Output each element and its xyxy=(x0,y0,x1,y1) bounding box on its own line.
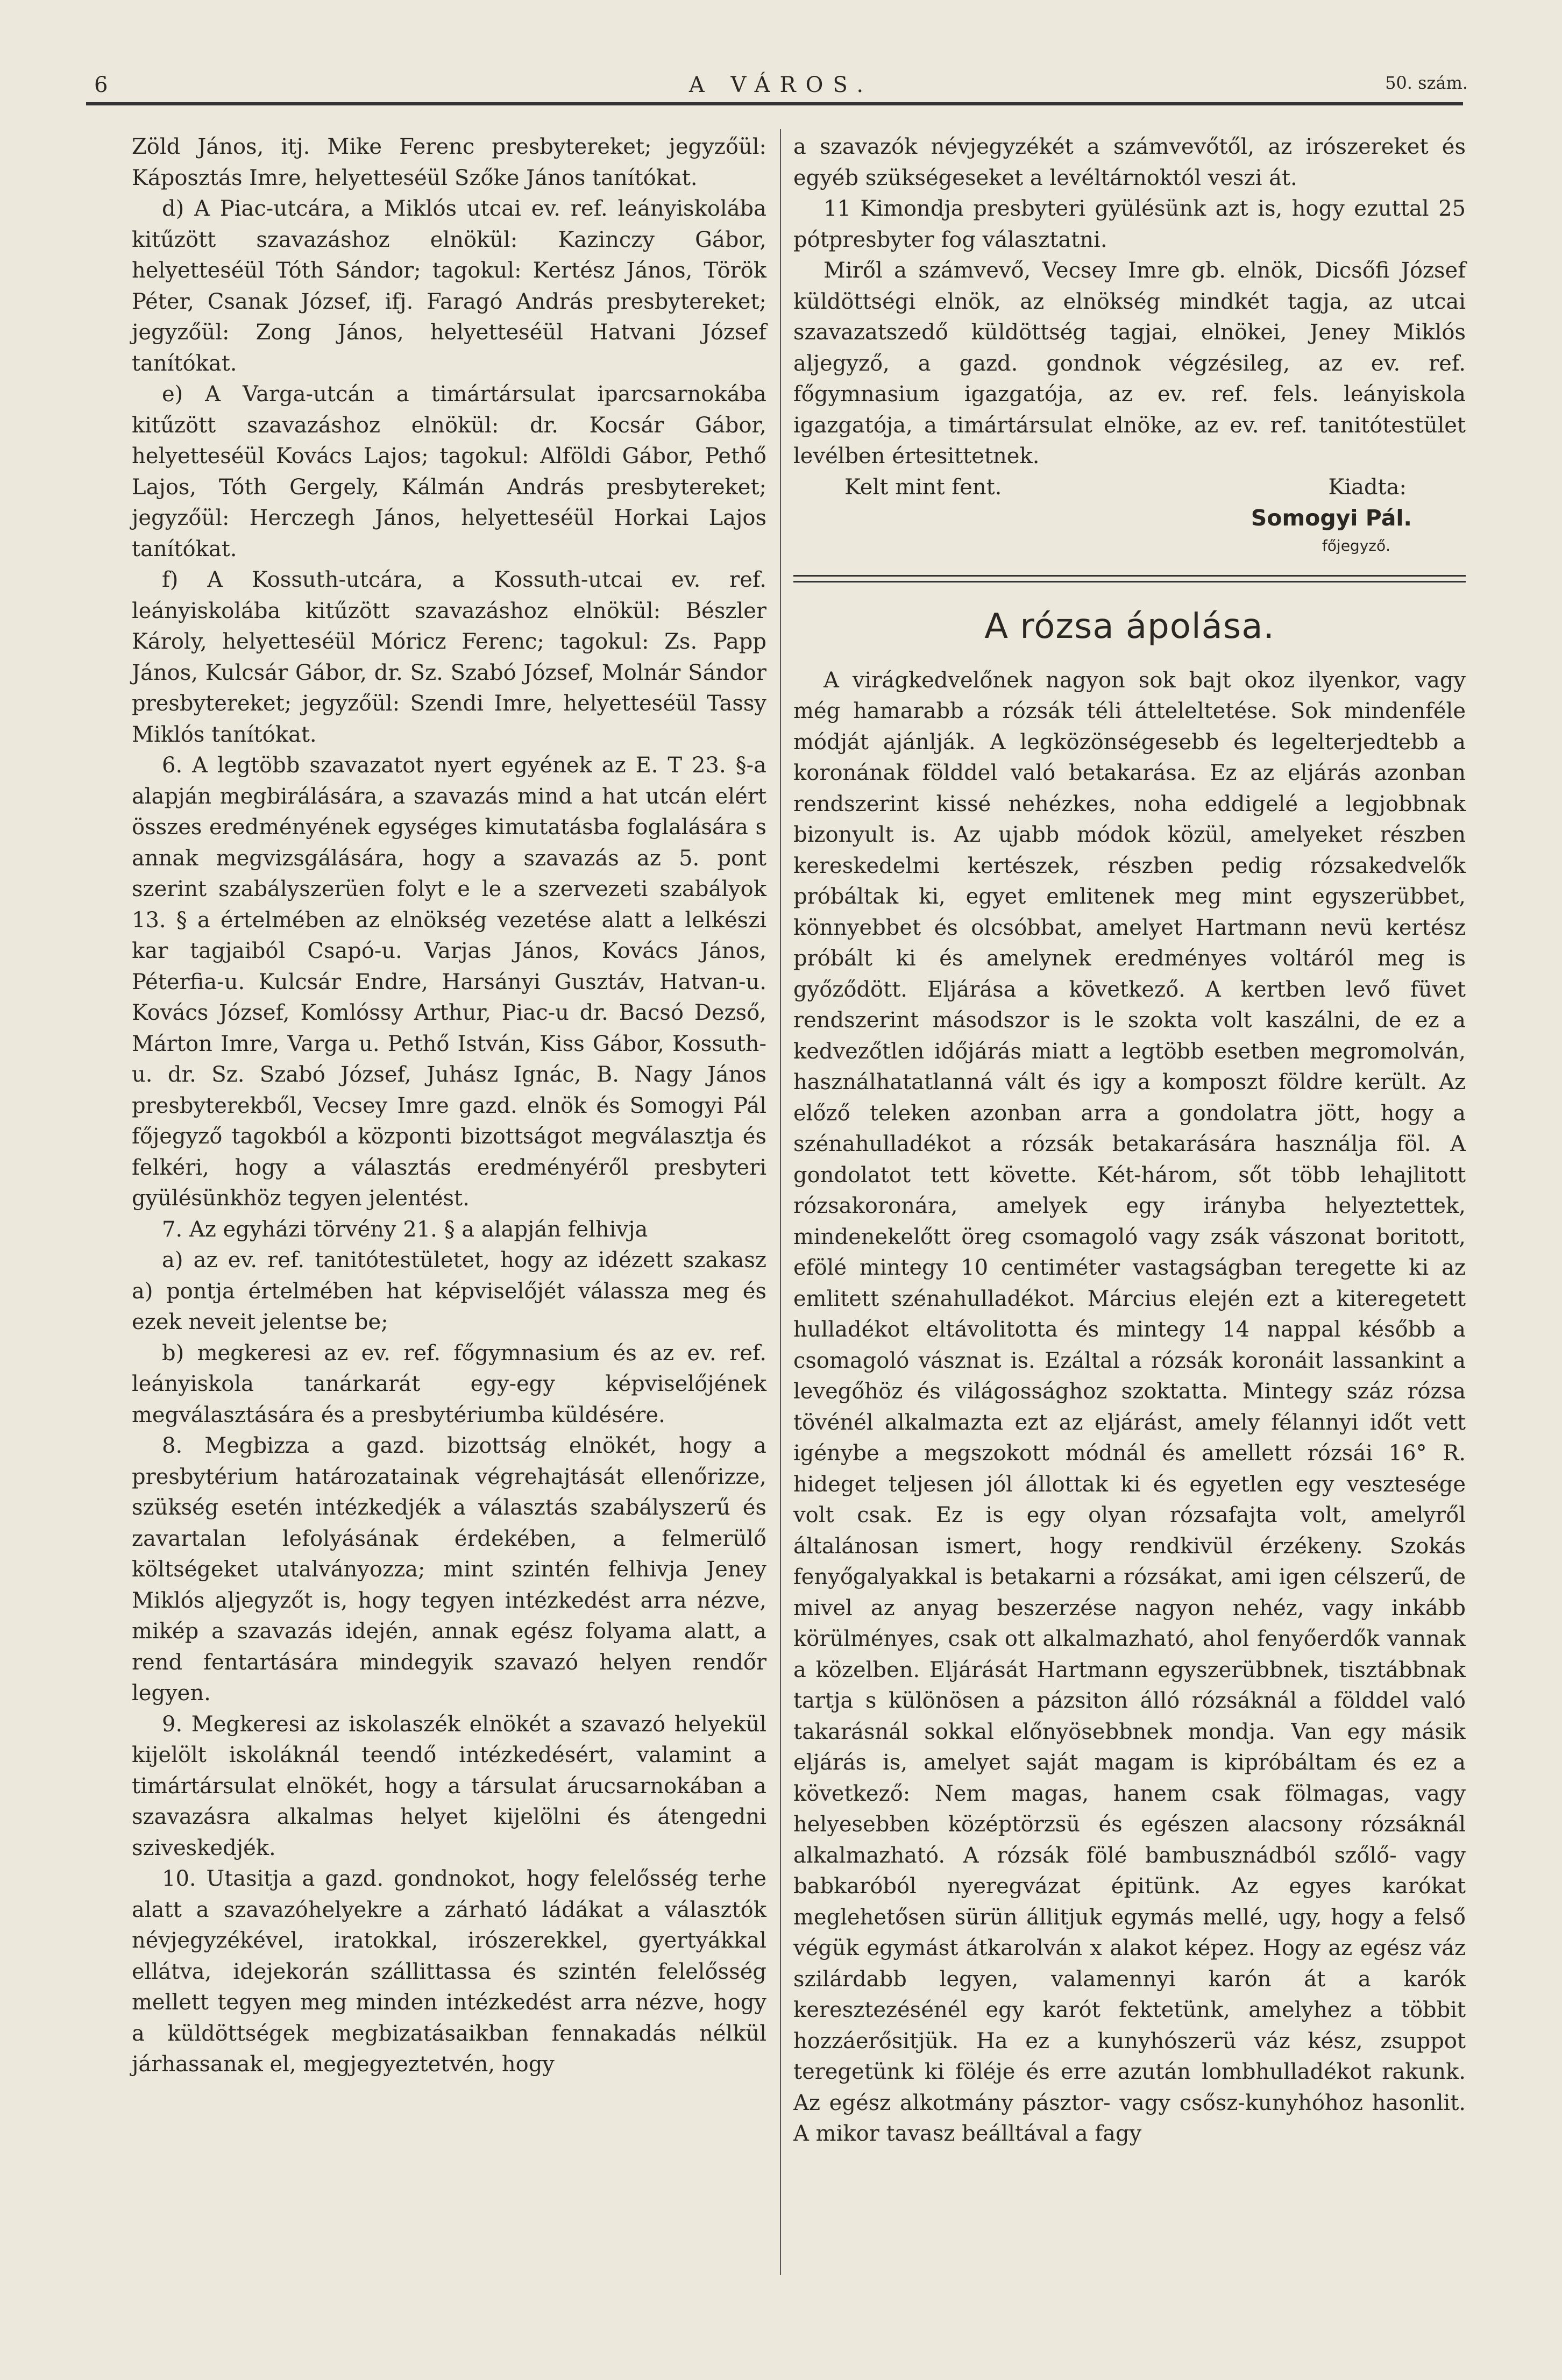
publication-title: A VÁROS. xyxy=(688,73,874,97)
paragraph: 10. Utasitja a gazd. gondnokot, hogy felelősség terhe alatt a szavazóhelyekre a zárható ládákat a választók névjegyzékével, iratokkal, irószerekkel, gyertyákkal ellátva, idejekorán szállittassa és szintén felelősség mellett tegyen meg minden intézkedést arra nézve, hogy a küldöttségek megbizatásaikban fennakadás nélkül járhassanak el, megjegyeztetvén, hogy xyxy=(132,1866,766,2077)
left-column xyxy=(132,132,766,2080)
page-header xyxy=(94,73,1468,105)
paragraph: A virágkedvelőnek nagyon sok bajt okoz ilyenkor, vagy még hamarabb a rózsák téli átteleltetése. Sok mindenféle módját ajánlják. A legközönségesebb és legelterjedtebb a koronának földdel való betakarása. Ez az eljárás azonban rendszerint kissé nehézkes, noha eddigelé a legjobbnak bizonyult is. Az ujabb módok közül, amelyeket részben kereskedelmi kertészek, részben pedig rózsakedvelők próbáltak ki, egyet emlitenek meg mint egyszerübbet, könnyebbet és olcsóbbat, amelyet Hartmann nevü kertész próbált ki és amelynek eredményes voltáról meg is győződött. Eljárása a következő. A kertben levő füvet rendszerint másodszor is le szokta volt kaszálni, de ez a kedvezőtlen időjárás miatt a legtöbb esetben megromolván, használhatatlanná vált és igy a komposzt földre került. Az előző teleken azonban arra a gondolatra jött, hogy a szénahulladékot a rózsák betakarására használja föl. A gondolatot tett követte. Két-három, sőt több lehajlitott rózsakoronára, amelyek egy irányba helyeztettek, mindenekelőtt öreg csomagoló vagy zsák vászonat boritott, efölé mintegy 10 centiméter vastagságban teregette ki az emlitett szénahulladékot. Március elején ezt a kiteregetett hulladékot eltávolitotta és mintegy 14 nappal később a csomagoló vásznat is. Ezáltal a rózsák koronáit lassankint a levegőhöz és világossághoz szoktatta. Mintegy száz rózsa tövénél alkalmazta ezt az eljárást, amely félannyi időt vett igénybe a megszokott módnál és amellett rózsái 16° R. hideget teljesen jól állottak ki és egyetlen egy vesztesége volt csak. Ez is egy olyan rózsafajta volt, amelyről általánosan ismert, hogy rendkivül érzékeny. Szokás fenyőgalyakkal is betakarni a rózsákat, ami igen célszerű, de mivel az anyag beszerzése nagyon nehéz, vagy inkább körülményes, csak ott alkalmazható, ahol fenyőerdők vannak a közelben. Eljárását Hartmann egyszerübbnek, tisztábbnak tartja s különösen a pázsiton álló rózsáknál a földdel való takarásnál sokkal előnyösebbnek mondja. Van egy másik eljárás is, amelyet saját magam is kipróbáltam és ez a következő: Nem magas, hanem csak fölmagas, vagy helyesebben középtörzsü és egészen alacsony rózsáknál alkalmazható. A rózsák fölé bambusznádból szőlő- vagy babkaróból nyeregvázat épitünk. Az egyes karókat meglehetősen sürün állitjuk egymás mellé, ugy, hogy a felső végük egymást átkarolván x alakot képez. Hogy az egész váz szilárdabb legyen, valamennyi karón át a karók keresztezésénél egy karót fektetünk, amelyhez a többit hozzáerősitjük. Ha ez a kunyhószerü váz kész, zsuppot teregetünk ki föléje és erre azután lombhulladékot rakunk. Az egész alkotmány pásztor- vagy csősz-kunyhóhoz hasonlit. A mikor tavasz beálltával a fagy xyxy=(793,667,1466,2146)
paragraph: e) A Varga-utcán a timártársulat iparcsarnokába kitűzött szavazáshoz elnökül: dr. Kocsár Gábor, helyetteséül Kovács Lajos; tagokul: Alföldi Gábor, Pethő Lajos, Tóth Gergely, Kálmán András presbytereket; jegyzőül: Herczegh János, helyetteséül Horkai Lajos tanítókat. xyxy=(132,382,766,562)
paragraph: 9. Megkeresi az iskolaszék elnökét a szavazó helyekül kijelölt iskoláknál teendő intézkedésért, valamint a timártársulat elnökét, hogy a társulat árucsarnokában a szavazásra alkalmas helyet kijelölni és átengedni sziveskedjék. xyxy=(132,1711,766,1860)
paragraph: 7. Az egyházi törvény 21. § a alapján felhivja xyxy=(162,1217,648,1242)
header-rule xyxy=(86,102,1463,105)
paragraph: b) megkeresi az ev. ref. főgymnasium és az ev. ref. leányiskola tanárkarát egy-egy képviselőjének megválasztására és a presbytériumba küldésére. xyxy=(132,1340,766,1427)
signature-block xyxy=(793,472,1466,558)
paragraph: 11 Kimondja presbyteri gyülésünk azt is, hogy ezuttal 25 pótpresbyter fog választatni. xyxy=(793,196,1466,252)
signer-name: Somogyi Pál. xyxy=(1251,505,1412,531)
signer-role: főjegyző. xyxy=(1322,536,1390,555)
paragraph: 8. Megbizza a gazd. bizottság elnökét, hogy a presbytérium határozatainak végrehajtását ellenőrizze, szükség esetén intézkedjék a választás szabályszerű és zavartalan lefolyásának érdekében, a felmerülő költségeket utalványozza; mint szintén felhivja Jeney Miklós aljegyzőt is, hogy tegyen intézkedést arra nézve, mikép a szavazás idején, annak egész folyama alatt, a rend fentartására mindegyik szavazó helyen rendőr legyen. xyxy=(132,1433,766,1706)
page-number: 6 xyxy=(94,73,108,97)
paragraph: Zöld János, itj. Mike Ferenc presbytereket; jegyzőül: Káposztás Imre, helyetteséül Szőke János tanítókat. xyxy=(132,134,766,190)
paragraph: Miről a számvevő, Vecsey Imre gb. elnök, Dicsőfi József küldöttségi elnök, az elnökség mindkét tagja, az utcai szavazatszedő küldöttség tagjai, elnökei, Jeney Miklós aljegyző, a gazd. gondnok végzésileg, az ev. ref. főgymnasium igazgatója, az ev. ref. fels. leányiskola igazgatója, a timártársulat elnöke, az ev. ref. tanitótestület levélben értesittetnek. xyxy=(793,258,1466,468)
notice-end xyxy=(793,132,1466,472)
section-divider xyxy=(793,575,1466,582)
paragraph: d) A Piac-utcára, a Miklós utcai ev. ref. leányiskolába kitűzött szavazáshoz elnökül: Kazinczy Gábor, helyetteséül Tóth Sándor; tagokul: Kertész János, Török Péter, Csanak József, ifj. Faragó András presbytereket; jegyzőül: Zong János, helyetteséül Hatvani József tanítókat. xyxy=(132,196,766,376)
published-by: Kiadta: xyxy=(1328,474,1407,500)
column-divider xyxy=(780,129,781,2275)
article-body xyxy=(793,665,1466,2150)
paragraph: 6. A legtöbb szavazatot nyert egyének az E. T 23. §-a alapján megbirálására, a szavazás mind a hat utcán elért összes eredményének egységes kimutatásba foglalására s annak megvizsgálására, hogy a szavazás az 5. pont szerint szabályszerüen folyt e le a szervezeti szabályok 13. § a értelmében az elnökség vezetése alatt a lelkészi kar tagjaiból Csapó-u. Varjas János, Kovács János, Péterfia-u. Kulcsár Endre, Harsányi Gusztáv, Hatvan-u. Kovács József, Komlóssy Arthur, Piac-u dr. Bacsó Dezső, Márton Imre, Varga u. Pethő István, Kiss Gábor, Kossuth-u. dr. Sz. Szabó József, Juhász Ignác, B. Nagy János presbyterekből, Vecsey Imre gazd. elnök és Somogyi Pál főjegyző tagokból a központi bizottságot megválasztja és felkéri, hogy a választás eredményéről presbyteri gyülésünkhöz tegyen jelentést. xyxy=(132,753,766,1211)
paragraph: a) az ev. ref. tanitótestületet, hogy az idézett szakasz a) pontja értelmében hat képviselőjét válassza meg és ezek neveit jelentse be; xyxy=(132,1248,766,1334)
issue-number: 50. szám. xyxy=(1385,73,1468,93)
dated-line: Kelt mint fent. xyxy=(844,474,1002,500)
article-title: A rózsa ápolása. xyxy=(984,606,1275,646)
paragraph: a szavazók névjegyzékét a számvevőtől, az irószereket és egyéb szükségeseket a levéltárnoktól veszi át. xyxy=(793,134,1466,190)
right-column xyxy=(793,132,1466,2150)
paragraph: f) A Kossuth-utcára, a Kossuth-utcai ev. ref. leányiskolába kitűzött szavazáshoz elnökül: Bészler Károly, helyetteséül Móricz Ferenc; tagokul: Zs. Papp János, Kulcsár Gábor, dr. Sz. Szabó József, Molnár Sándor presbytereket; jegyzőül: Szendi Imre, helyetteséül Tassy Miklós tanítókat. xyxy=(132,567,766,747)
